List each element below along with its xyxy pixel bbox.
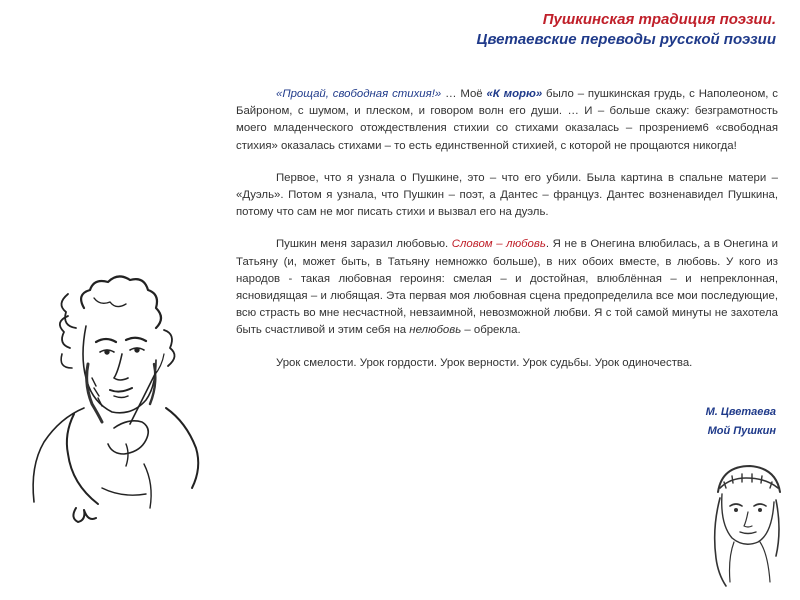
slide-title: [477, 10, 776, 50]
paragraph-3: [236, 236, 778, 339]
p3-start: Пушкин меня заразил любовью.: [276, 238, 452, 251]
p1-rest: было – пушкинская грудь, с Наполеоном, с Байроном, с шумом, и плеском, и говором волн его души. … И – больше скажу: безграмотность моего младенческого отождествления стихии со стихами оказалась – прозрением6 «свободная стихия» оказалась стихами – то есть единственной стихией, с которой не прощаются никогда!: [236, 88, 778, 152]
farewell-quote: «Прощай, свободная стихия!»: [276, 88, 442, 100]
quote-text-block: [236, 86, 778, 378]
p3-highlight: Словом – любовь: [451, 238, 546, 251]
paragraph-1: [236, 86, 778, 155]
k-moryu-title: «К морю»: [486, 88, 543, 100]
signature-author: М. Цветаева: [705, 406, 776, 418]
signature-work: Мой Пушкин: [707, 425, 776, 437]
title-line-2: Цветаевские переводы русской поэзии: [476, 31, 776, 48]
p3-italic: нелюбовь: [409, 324, 462, 337]
p1-mid: … Моё: [441, 88, 487, 100]
title-line-1: Пушкинская традиция поэзии.: [542, 11, 776, 28]
p3-end: – обрекла.: [461, 324, 521, 337]
p3-mid: . Я не в Онегина влюбилась, а в Онегина и Татьяну (и, может быть, в Татьяну немножко больше), в них обоих вместе, в любовь. У кого из народов - такая любовная героиня: смелая – и достойная, влюблённая – и непреклонная, ясновидящая – и любящая. Эта первая моя любовная сцена предопределила все мои последующие, всю страсть во мне несчастной, невзаимной, невозможной любви. Я с той самой минуты не захотела быть счастливой и этим себя на: [236, 238, 778, 337]
paragraph-2: Первое, что я узнала о Пушкине, это – что его убили. Была картина в спальне матери – «Дуэль». Потом я узнала, что Пушкин – поэт, а Дантес – француз. Дантес возненавидел Пушкина, потому что сам не мог писать стихи и вызвал его на дуэль.: [236, 171, 778, 219]
signature: [706, 403, 776, 441]
tsvetaeva-sketch-portrait-icon: [700, 458, 792, 590]
paragraph-4: Урок смелости. Урок гордости. Урок верности. Урок судьбы. Урок одиночества.: [276, 356, 693, 369]
pushkin-sketch-portrait-icon: [14, 268, 214, 568]
